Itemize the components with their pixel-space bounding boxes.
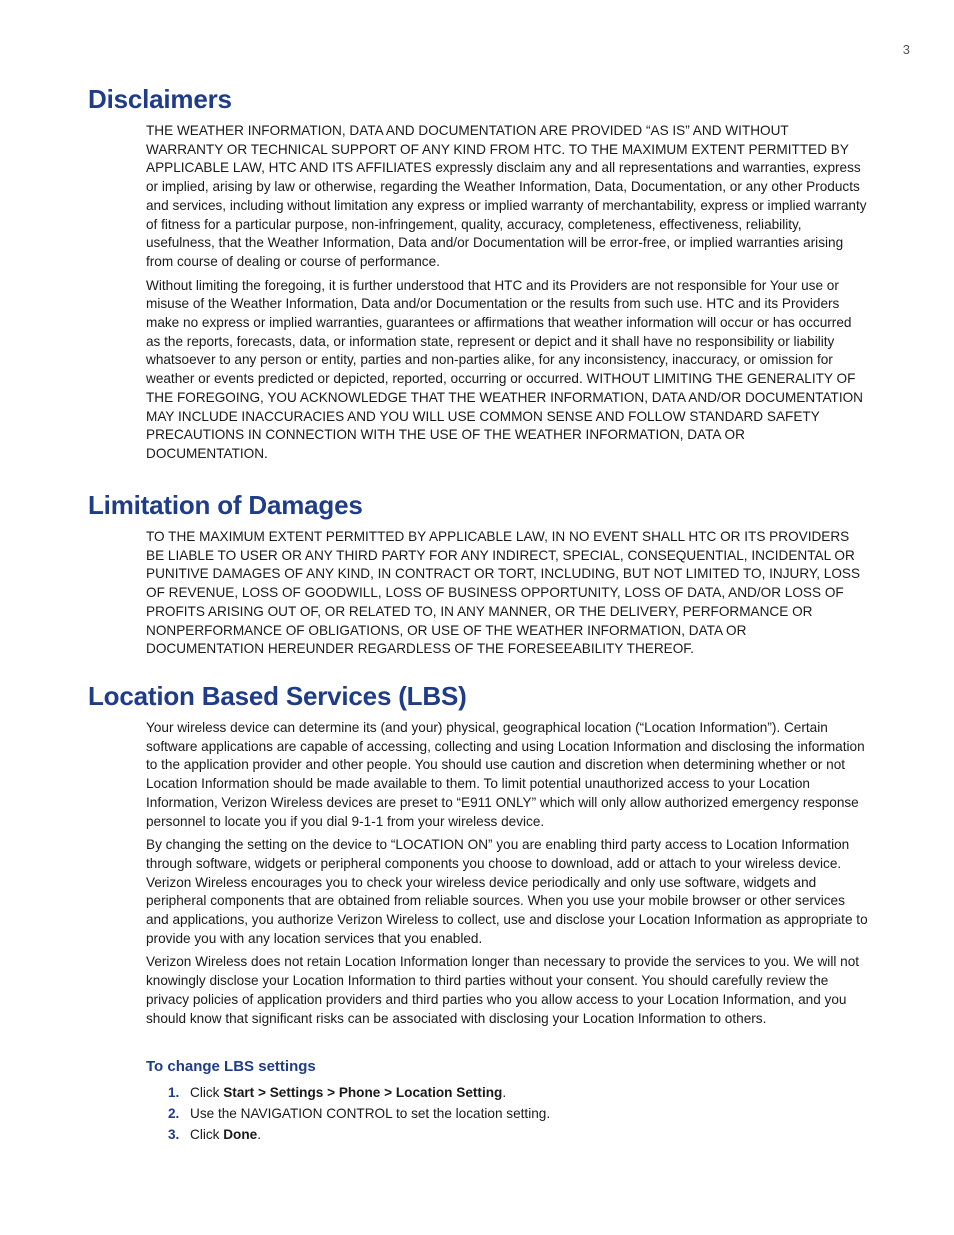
step-text-end: . [502, 1085, 507, 1100]
list-item [146, 1104, 868, 1125]
lbs-heading: Location Based Services (LBS) [88, 681, 467, 711]
limitation-paragraph-1: TO THE MAXIMUM EXTENT PERMITTED BY APPLICABLE LAW, IN NO EVENT SHALL HTC OR ITS PROVIDERS BE LIABLE TO USER OR ANY THIRD PARTY FOR ANY INDIRECT, SPECIAL, CONSEQUENTIAL, INCIDENTAL OR PUNITIVE DAMAGES OF ANY KIND, IN CONTRACT OR TORT, INCLUDING, BUT NOT LIMITED TO, INJURY, LOSS OF REVENUE, LOSS OF GOODWILL, LOSS OF BUSINESS OPPORTUNITY, LOSS OF DATA, AND/OR LOSS OF PROFITS ARISING OUT OF, OR RELATED TO, IN ANY MANNER, OR THE DELIVERY, PERFORMANCE OR NONPERFORMANCE OF OBLIGATIONS, OR USE OF THE WEATHER INFORMATION, DATA OR DOCUMENTATION HEREUNDER REGARDLESS OF THE FORESEEABILITY THEREOF. [146, 529, 861, 657]
list-item [146, 1125, 868, 1146]
disclaimers-paragraph-2: Without limiting the foregoing, it is further understood that HTC and its Providers are not responsible for Your use or misuse of the Weather Information, Data and/or Documentation or the results from such use. HTC and its Providers make no express or implied warranties, guarantees or affirmations that weather information will occur or has occurred as the reports, forecasts, data, or information state, represent or depict and it shall have no responsibility or liability whatsoever to any person or entity, parties and non-parties alike, for any inconsistency, inaccuracy, or omission for weather or events predicted or depicted, reported, occurring or occurred. WITHOUT LIMITING THE GENERALITY OF THE FOREGOING, YOU ACKNOWLEDGE THAT THE WEATHER INFORMATION, DATA AND/OR DOCUMENTATION MAY INCLUDE INACCURACIES AND YOU WILL USE COMMON SENSE AND FOLLOW STANDARD SAFETY PRECAUTIONS IN CONNECTION WITH THE USE OF THE WEATHER INFORMATION, DATA OR DOCUMENTATION. [146, 277, 863, 461]
lbs-paragraph-2: By changing the setting on the device to “LOCATION ON” you are enabling third party access to Location Information through software, widgets or peripheral components you choose to download, add or attach to your wireless device. Verizon Wireless encourages you to check your wireless device periodically and only use software, widgets and peripheral components that are obtained from reliable sources. When you use your mobile browser or other services and applications, you authorize Verizon Wireless to collect, use and disclose your Location Information as appropriate to provide you with any location services that you enabled. [146, 837, 868, 946]
step-bold-text: Done [223, 1127, 258, 1142]
lbs-steps-list [146, 1083, 868, 1146]
disclaimers-body [146, 122, 868, 469]
lbs-body [146, 719, 868, 1033]
page-number: 3 [902, 42, 910, 57]
limitation-body [146, 528, 868, 664]
lbs-paragraph-3: Verizon Wireless does not retain Location Information longer than necessary to provide the services to you. We will not knowingly disclose your Location Information to third parties without your consent. You should carefully review the privacy policies of application providers and third parties who you allow access to your Location Information, and you should know that significant risks can be associated with disclosing your Location Information to others. [146, 954, 860, 1026]
disclaimers-paragraph-1: THE WEATHER INFORMATION, DATA AND DOCUMENTATION ARE PROVIDED “AS IS” AND WITHOUT WARRANTY OR TECHNICAL SUPPORT OF ANY KIND FROM HTC. TO THE MAXIMUM EXTENT PERMITTED BY APPLICABLE LAW, HTC AND ITS AFFILIATES expressly disclaim any and all representations and warranties, express or implied, arising by law or otherwise, regarding the Weather Information, Data, Documentation, or any other Products and services, including without limitation any express or implied warranty of merchantability, express or implied warranty of fitness for a particular purpose, non-infringement, quality, accuracy, completeness, effectiveness, reliability, usefulness, that the Weather Information, Data and/or Documentation will be error-free, or implied warranties arising from course of dealing or course of performance. [146, 123, 867, 269]
lbs-subheading: To change LBS settings [146, 1058, 316, 1075]
step-number: 1. [168, 1085, 180, 1100]
step-text: Click [190, 1127, 224, 1142]
list-item [146, 1083, 868, 1104]
disclaimers-heading: Disclaimers [88, 84, 232, 114]
step-number: 2. [168, 1106, 180, 1121]
step-text: Click [190, 1085, 224, 1100]
step-text-end: . [257, 1127, 261, 1142]
step-number: 3. [168, 1127, 180, 1142]
step-text: Use the NAVIGATION CONTROL to set the location setting. [190, 1106, 551, 1121]
lbs-paragraph-1: Your wireless device can determine its (and your) physical, geographical location (“Location Information”). Certain software applications are capable of accessing, collecting and using Location Information and disclosing the information to the application provider and other people. You should use caution and discretion when determining whether or not Location Information should be made available to them. To limit potential unauthorized access to your Location Information, Verizon Wireless devices are preset to “E911 ONLY” which will only allow authorized emergency response personnel to locate you if you dial 9-1-1 from your wireless device. [146, 720, 865, 829]
limitation-heading: Limitation of Damages [88, 490, 363, 520]
step-bold-text: Start > Settings > Phone > Location Setting [223, 1085, 503, 1100]
